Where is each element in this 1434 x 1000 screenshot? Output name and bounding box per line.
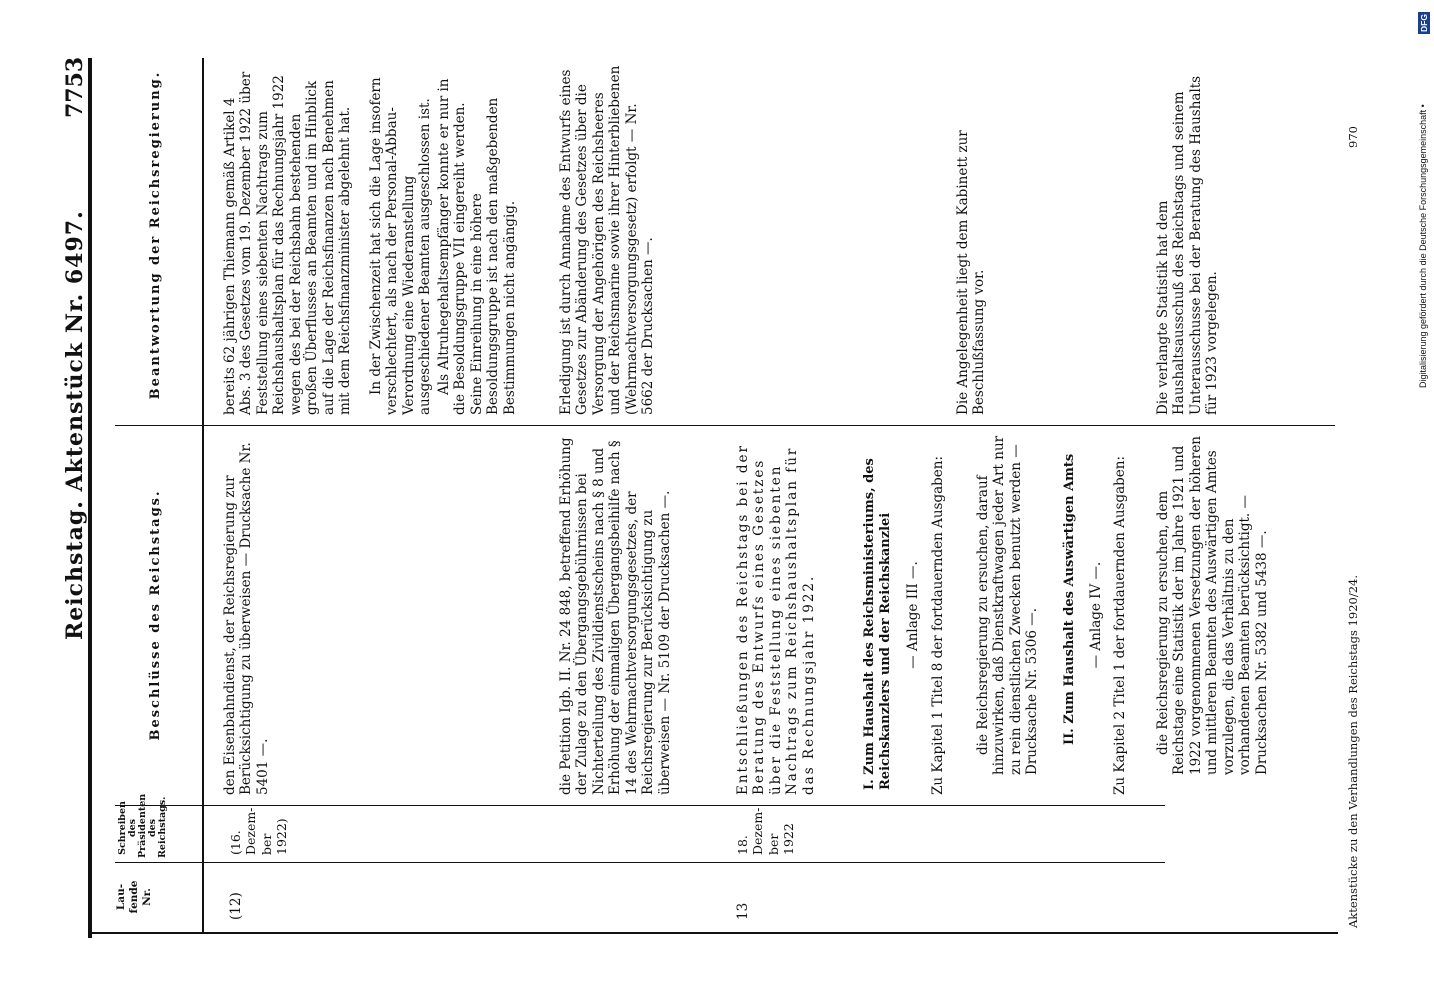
entry-13-date: 18. Dezem- ber 1922 <box>735 807 796 855</box>
entry-13-sec1-title: I. Zum Haushalt des Reichsministeriums, des Reichskanzlers und der Reichskanzlei <box>862 458 893 790</box>
footer-right: 970 <box>1346 126 1360 148</box>
entry-13-intro: Entschließungen des Reichstags bei der Beratung des Entwurfs eines Gesetzes über die Feststellung eines siebenten Nachtrags zum Reichshaushaltsplan für das Rechnungsjahr 1922. <box>735 444 817 795</box>
entry-13-sec2-anlage: — Anlage IV —. <box>1088 561 1104 669</box>
table-top-rule <box>88 58 92 938</box>
page-title: Reichstag. Aktenstück Nr. 6497. <box>62 210 88 640</box>
entry-12-antwort-b: Erledigung ist durch Annahme des Entwurfs eines Gesetzes zur Abänderung des Gesetzes über die Versorgung der Angehörigen des Reichsheeres und der Reichsmarine sowie ihrer Hinterbliebenen (Wehrmachtversorgungsgesetz) erfolgt — Nr. 5662 der Drucksachen —. <box>558 65 657 415</box>
column-divider-3 <box>115 425 1335 426</box>
entry-12-antwort-a2: In der Zwischenzeit hat sich die Lage insofern verschlechtert, als nach der Personal-Abbau-Verordnung eine Wiederanstellung ausgeschiedener Beamten ausgeschlossen ist. <box>368 77 434 415</box>
col-header-schreiben: Schreiben des Präsidenten des Reichstags. <box>117 793 168 858</box>
entry-13-sec1-anlage: — Anlage III —. <box>905 561 921 669</box>
entry-13-sec2-title: II. Zum Haushalt des Auswärtigen Amts <box>1062 453 1077 745</box>
col-header-laufende: Lau- fende Nr. <box>115 880 153 914</box>
entry-12-nr: (12) <box>228 892 244 920</box>
table-bottom-rule <box>88 932 1338 934</box>
column-divider-2 <box>115 862 1165 863</box>
entry-13-nr: 13 <box>735 902 751 920</box>
entry-13-sec1-answer: Die Angelegenheit liegt dem Kabinett zur Beschlußfassung vor. <box>955 130 988 415</box>
entry-13-sec1-text: die Reichsregierung zu ersuchen, darauf hinzuwirken, daß Dienstkraftwagen jeder Art nur zu rein dienstlichen Zwecken benutzt werden — Drucksache Nr. 5306 —. <box>975 435 1041 775</box>
entry-12-date: (16. Dezem- ber 1922) <box>228 807 289 855</box>
entry-13-sec2-answer: Die verlangte Statistik hat dem Haushaltsausschuß des Reichstags und seinem Unterausschusse bei der Beratung des Haushalts für 1923 vorgelegen. <box>1155 75 1221 415</box>
entry-12-antwort-a3: Als Altruhegehaltsempfänger konnte er nur in die Besoldungsgruppe VII eingereiht werden. Seine Einreihung in eine höhere Besoldungsgruppe ist nach den maßgebenden Bestimmungen nicht angängig. <box>436 78 518 415</box>
entry-13-sec2-intro: Zu Kapitel 2 Titel 1 der fortdauernden Ausgaben: <box>1112 455 1128 795</box>
col-header-beschluesse: Beschlüsse des Reichstags. <box>148 489 163 741</box>
footer-left: Aktenstücke zu den Verhandlungen des Reichstags 1920/24. <box>1346 574 1360 928</box>
entry-13-sec2-text: die Reichsregierung zu ersuchen, dem Reichstage eine Statistik der im Jahre 1921 und 1922 vorgenommenen Versetzungen der höheren und mittleren Beamten des Auswärtigen Amtes vorzulegen, die das Verhältnis zu den vorhandenen Beamten berücksichtigt. — Drucksachen Nr. 5382 und 5438 —. <box>1155 435 1270 775</box>
entry-12-antwort-a: bereits 62 jährigen Thiemann gemäß Artikel 4 Abs. 3 des Gesetzes vom 19. Dezember 1922 über Feststellung eines siebenten Nachtrags zum Reichshaushaltsplan für das Rechnungsjahr 1922 wegen des bei der Reichsbahn bestehenden großen Überflusses an Beamten und im Hinblick auf die Lage der Reichsfinanzen nach Benehmen mit dem Reichsfinanzminister abgelehnt hat. <box>222 71 354 415</box>
header-divider <box>202 58 204 933</box>
entry-13-sec1-intro: Zu Kapitel 1 Titel 8 der fortdauernden Ausgaben: <box>930 455 946 795</box>
col-header-beantwortung: Beantwortung der Reichsregierung. <box>148 70 163 400</box>
dfg-logo: DFG <box>1419 14 1429 32</box>
page-number: 7753 <box>62 56 88 118</box>
entry-12-beschluss-a: den Eisenbahndienst, der Reichsregierung zur Berücksichtigung zu überweisen — Drucksache Nr. 5401 —. <box>222 442 271 795</box>
digitization-note: Digitalisierung gefördert durch die Deutsche Forschungsgemeinschaft • <box>1418 104 1428 388</box>
entry-12-beschluss-b: die Petition Igb. II. Nr. 24 848, betreffend Erhöhung der Zulage zu den Übergangsgebührnissen bei Nichterteilung des Zivildienstscheins nach § 8 und Erhöhung der einmaligen Übergangsbeihilfe nach § 14 des Wehrmachtversorgungsgesetzes, der Reichsregierung zur Berücksichtigung zu überweisen — Nr. 5109 der Drucksachen —. <box>558 437 673 795</box>
